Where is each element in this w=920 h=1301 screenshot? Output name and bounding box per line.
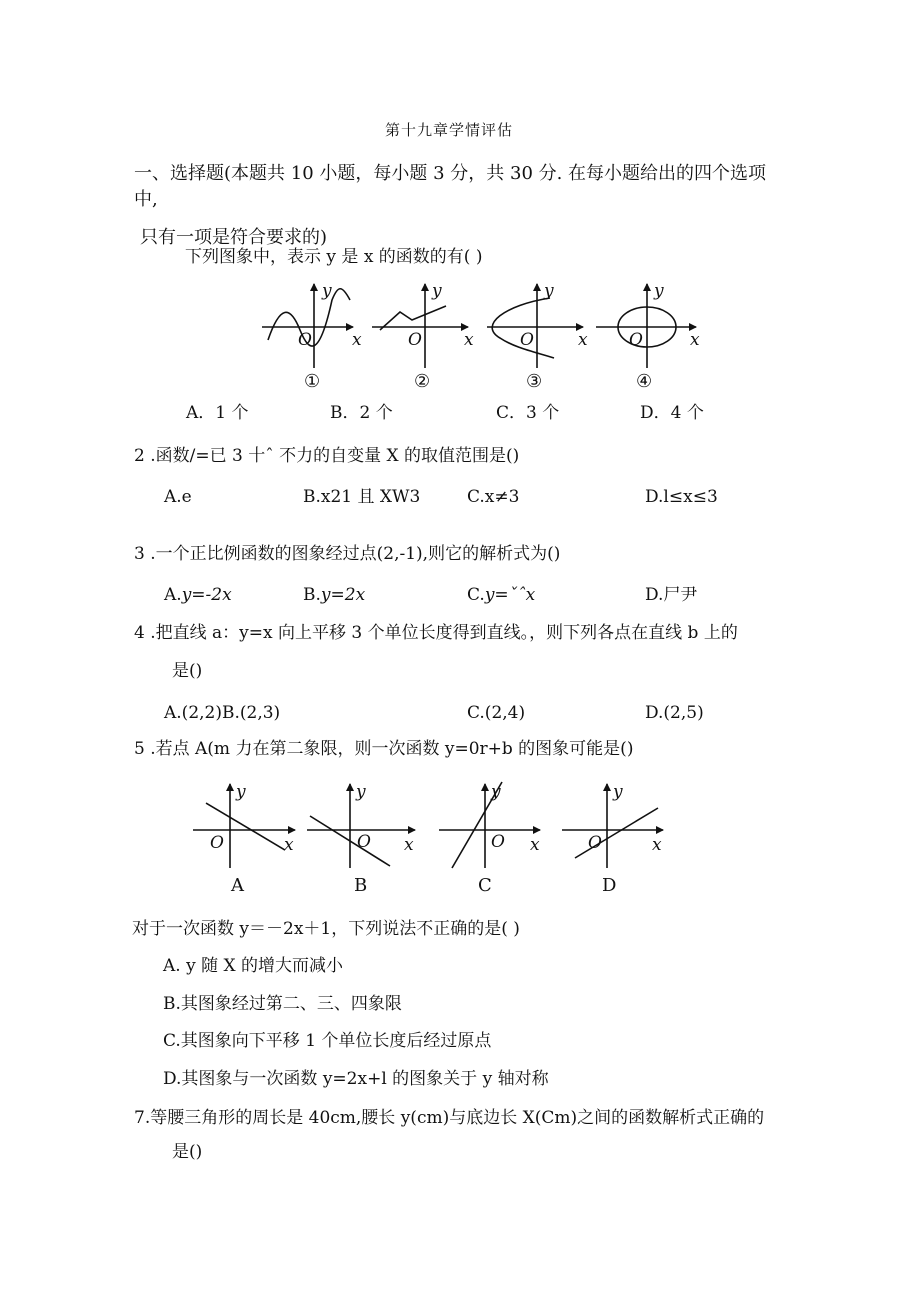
q6-option-d: D.其图象与一次函数 y=2x+l 的图象关于 y 轴对称: [163, 1069, 549, 1089]
q5-c-x-label: x: [530, 835, 540, 855]
page-title: 第十九章学情评估: [385, 121, 514, 139]
q5-graph-a: [193, 782, 295, 896]
q5-a-caption: A: [231, 875, 244, 896]
q1-g4-origin: O: [629, 330, 643, 350]
q1-option-b: B．2 个: [330, 403, 393, 423]
q5-d-y-label: y: [613, 782, 623, 802]
q6-option-b: B.其图象经过第二、三、四象限: [163, 994, 402, 1014]
q5-stem: 5 .若点 A(m 力在第二象限，则一次函数 y=0r+b 的图象可能是(): [134, 739, 634, 759]
q4-stem: 4 .把直线 a：y=x 向上平移 3 个单位长度得到直线。，则下列各点在直线 b 上的: [134, 623, 738, 643]
q1-option-a: A．1 个: [186, 403, 249, 423]
q1-g2-y-label: y: [432, 281, 442, 301]
q5-graph-b: [307, 782, 415, 896]
q3-option-a-math: y=-2x: [181, 585, 232, 605]
q5-a-y-label: y: [236, 782, 246, 802]
q5-graph-c: [439, 782, 540, 896]
q5-d-caption: D: [602, 875, 617, 896]
q5-b-y-label: y: [356, 782, 366, 802]
q6-option-a: A. y 随 X 的增大而减小: [163, 956, 344, 976]
q5-b-x-label: x: [404, 835, 414, 855]
q1-g2-caption: ②: [414, 371, 431, 392]
section-header-line2: 中,: [134, 189, 158, 210]
q3-option-a: A.y=-2x: [164, 585, 232, 605]
q1-g4-caption: ④: [636, 371, 653, 392]
q3-option-c: C.y=ˇˆx: [467, 585, 536, 605]
q2-option-d: D.l≤x≤3: [645, 487, 718, 507]
q5-a-origin: O: [210, 833, 224, 853]
q1-g3-x-label: x: [578, 330, 588, 350]
q3-option-b: B.y=2x: [303, 585, 366, 605]
q4-option-d: D.(2,5): [645, 703, 704, 723]
section-header-line3: 只有一项是符合要求的): [140, 227, 328, 248]
q1-g2-x-label: x: [464, 330, 474, 350]
q5-c-y-label: y: [491, 782, 501, 802]
q6-option-c: C.其图象向下平移 1 个单位长度后经过原点: [163, 1031, 492, 1051]
q5-d-x-label: x: [652, 835, 662, 855]
q1-g3-origin: O: [520, 330, 534, 350]
q3-option-c-math: y=ˇˆx: [484, 585, 536, 605]
q5-c-origin: O: [491, 832, 505, 852]
q1-option-c: C．3 个: [496, 403, 560, 423]
q1-g2-origin: O: [408, 330, 422, 350]
q1-g3-y-label: y: [544, 281, 554, 301]
q1-g1-origin: O: [298, 330, 312, 350]
q5-c-caption: C: [478, 875, 492, 896]
q5-d-origin: O: [588, 833, 602, 853]
q3-option-b-math: y=2x: [320, 585, 366, 605]
q6-stem: 对于一次函数 y＝－2x＋1，下列说法不正确的是( ): [132, 919, 520, 939]
section-header-line1: 一、选择题(本题共 10 小题，每小题 3 分，共 30 分. 在每小题给出的四个选项: [134, 163, 767, 184]
q7-stem-continued: 是(): [172, 1142, 203, 1162]
q5-a-x-label: x: [284, 835, 294, 855]
q1-option-d: D．4 个: [640, 403, 704, 423]
q2-option-a: A.e: [164, 487, 192, 507]
q5-b-caption: B: [354, 875, 368, 896]
q1-stem: 下列图象中，表示 y 是 x 的函数的有( ): [185, 247, 483, 267]
q4-stem-continued: 是(): [172, 661, 203, 681]
q7-stem: 7.等腰三角形的周长是 40cm,腰长 y(cm)与底边长 X(Cm)之间的函数解析式正确的: [134, 1108, 765, 1128]
q1-g1-caption: ①: [304, 371, 321, 392]
q4-option-c: C.(2,4): [467, 703, 526, 723]
q5-graph-d: [562, 782, 663, 896]
q1-g4-x-label: x: [690, 330, 700, 350]
q4-option-ab: A.(2,2)B.(2,3): [164, 703, 281, 723]
q1-g1-y-label: y: [322, 281, 332, 301]
q2-option-b: B.x21 且 XW3: [303, 487, 421, 507]
q3-option-d: D.尸尹: [645, 585, 698, 605]
q1-g1-x-label: x: [352, 330, 362, 350]
q2-stem: 2 .函数/=已 3 十ˆ 不力的自变量 X 的取值范围是(): [134, 446, 520, 466]
q1-g4-y-label: y: [654, 281, 664, 301]
q1-g3-caption: ③: [526, 371, 543, 392]
q3-stem: 3 .一个正比例函数的图象经过点(2,-1),则它的解析式为(): [134, 544, 561, 564]
q2-option-c: C.x≠3: [467, 487, 520, 507]
q5-b-origin: O: [357, 832, 371, 852]
